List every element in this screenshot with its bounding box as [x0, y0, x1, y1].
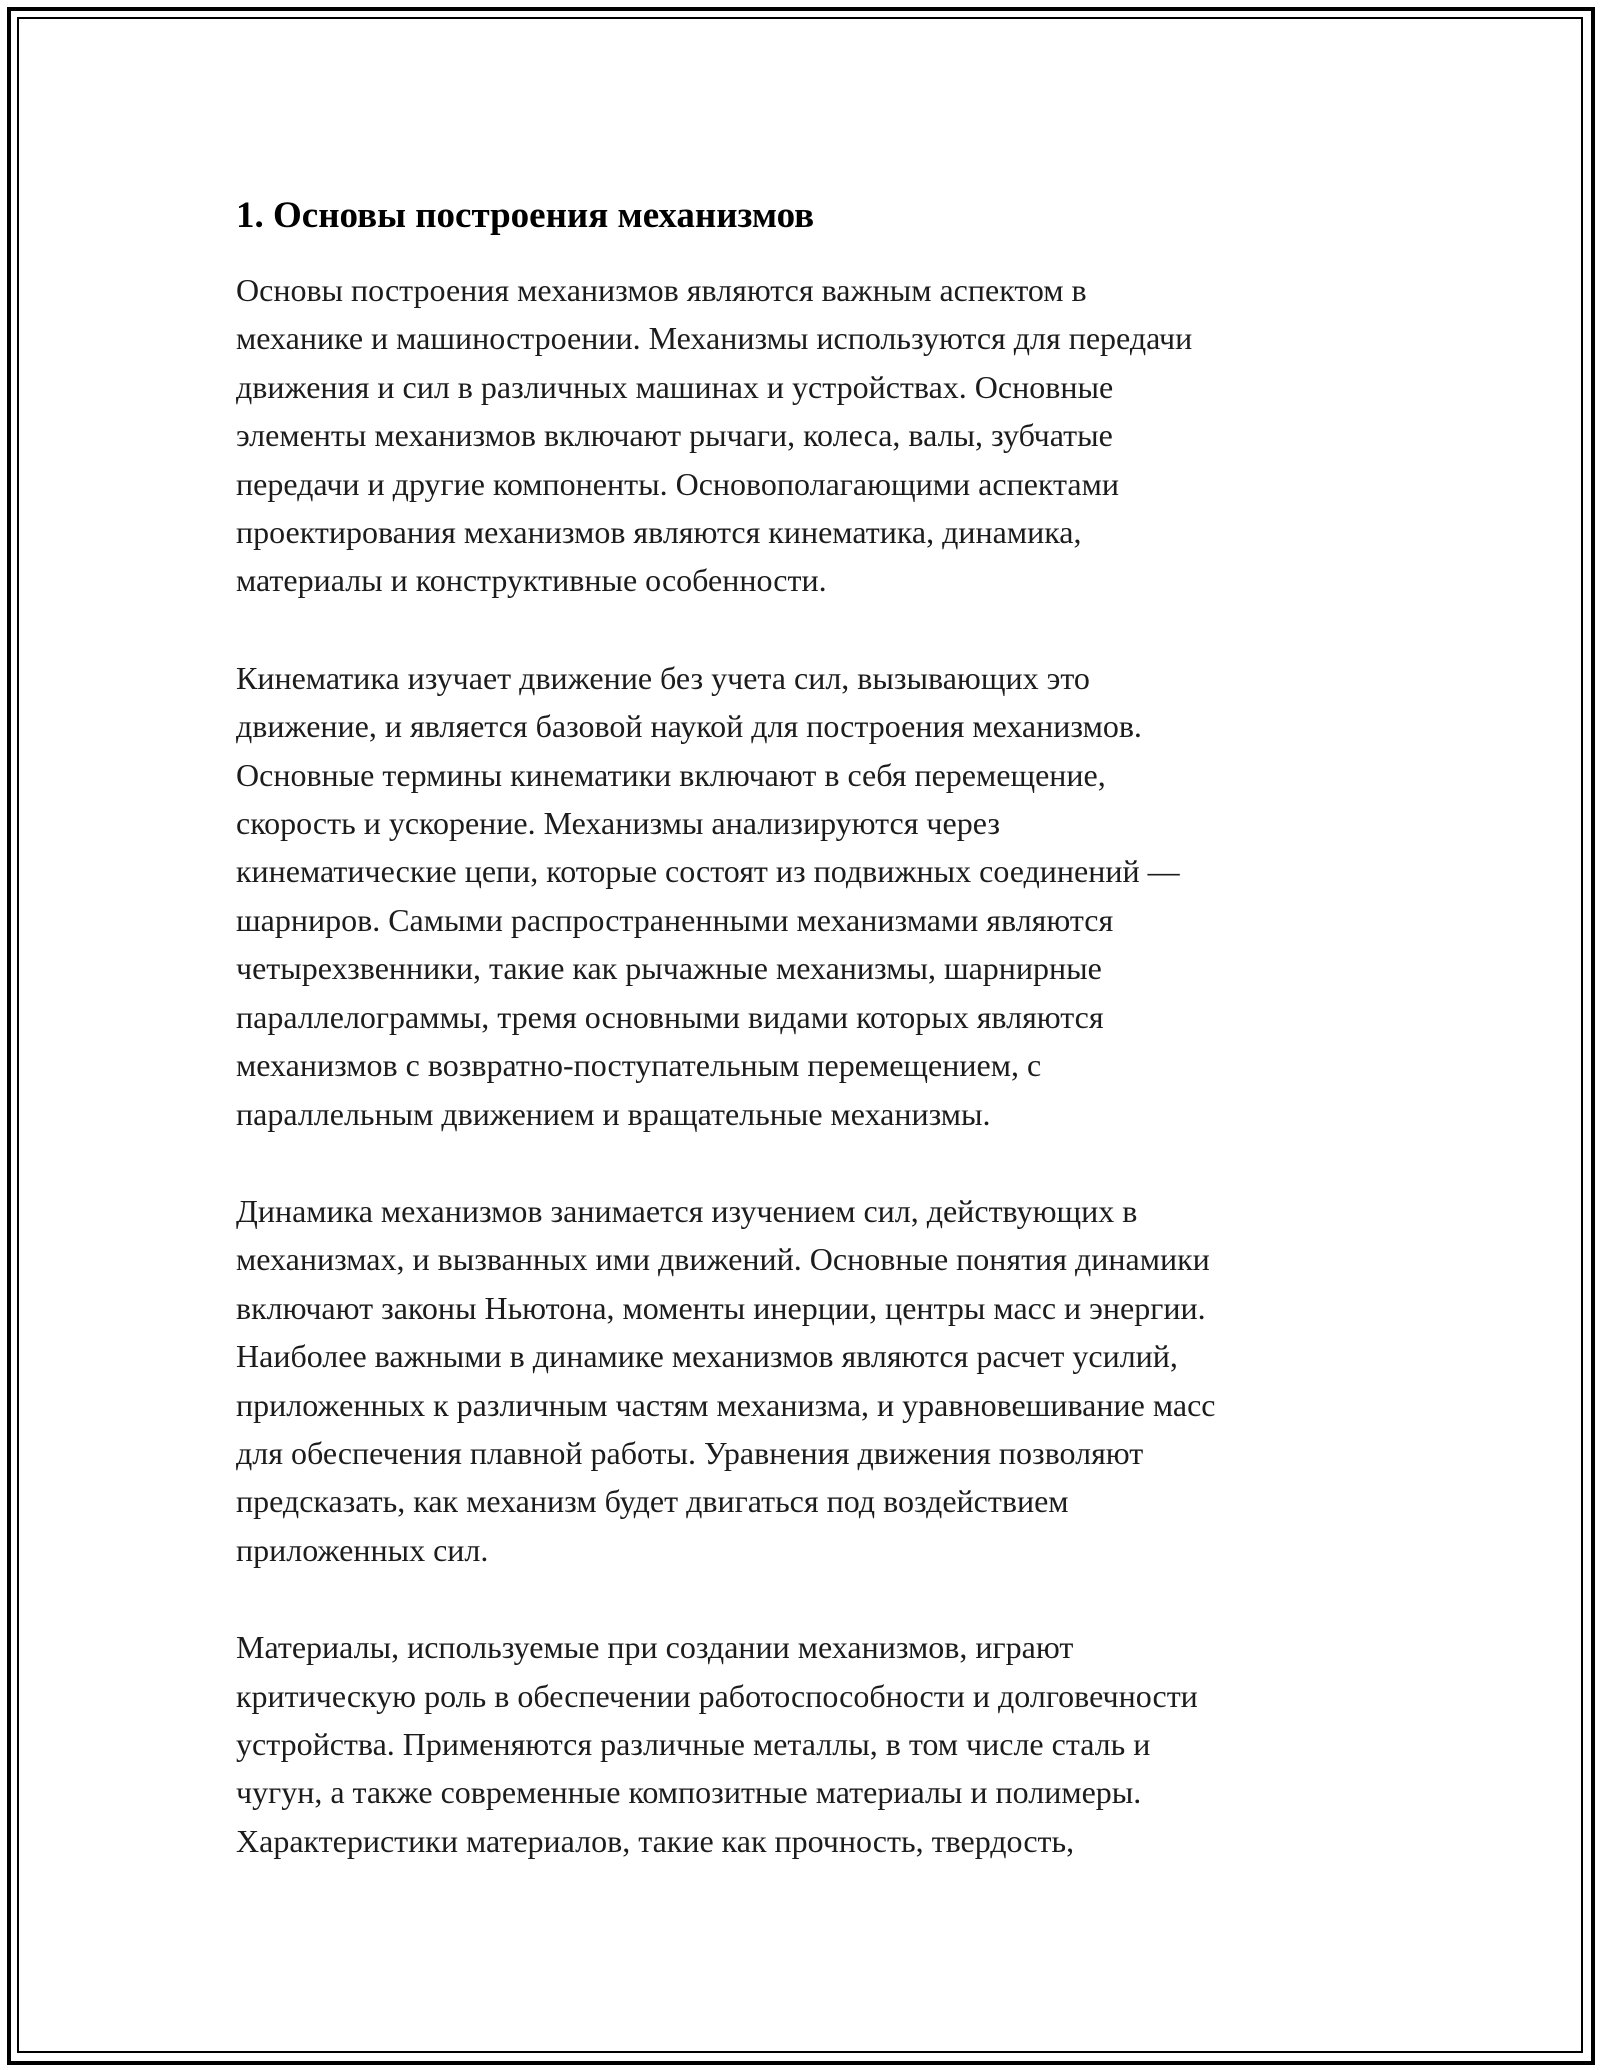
paragraph-line: элементы механизмов включают рычаги, колеса, валы, зубчатые: [236, 417, 1113, 454]
paragraph-intro: [236, 266, 1396, 605]
paragraph-line: проектирования механизмов являются кинематика, динамика,: [236, 514, 1082, 551]
paragraph-line: шарниров. Самыми распространенными механизмами являются: [236, 901, 1114, 938]
paragraph-line: параллельным движением и вращательные механизмы.: [236, 1095, 991, 1132]
paragraph-kinematics: [236, 654, 1396, 1138]
paragraph-line: включают законы Ньютона, моменты инерции, центры масс и энергии.: [236, 1289, 1206, 1326]
paragraph-line: параллелограммы, тремя основными видами которых являются: [236, 998, 1104, 1035]
paragraph-line: Характеристики материалов, такие как прочность, твердость,: [236, 1822, 1075, 1859]
paragraph-line: скорость и ускорение. Механизмы анализируются через: [236, 805, 1000, 842]
paragraph-line: устройства. Применяются различные металлы, в том числе сталь и: [236, 1725, 1151, 1762]
paragraph-line: механизмов с возвратно-поступательным перемещением, с: [236, 1047, 1042, 1084]
paragraph-line: предсказать, как механизм будет двигаться под воздействием: [236, 1483, 1069, 1520]
paragraph-line: передачи и другие компоненты. Основополагающими аспектами: [236, 465, 1119, 502]
paragraph-line: Динамика механизмов занимается изучением сил, действующих в: [236, 1192, 1138, 1229]
paragraph-line: движение, и является базовой наукой для построения механизмов.: [236, 708, 1142, 745]
paragraph-line: движения и сил в различных машинах и устройствах. Основные: [236, 368, 1114, 405]
paragraph-line: механизмах, и вызванных ими движений. Основные понятия динамики: [236, 1241, 1210, 1278]
section-heading: 1. Основы построения механизмов: [236, 195, 815, 236]
paragraph-line: Наиболее важными в динамике механизмов являются расчет усилий,: [236, 1338, 1178, 1375]
paragraph-line: материалы и конструктивные особенности.: [236, 562, 827, 599]
paragraph-line: Кинематика изучает движение без учета сил, вызывающих это: [236, 659, 1090, 696]
paragraph-line: Материалы, используемые при создании механизмов, играют: [236, 1629, 1074, 1666]
paragraph-line: приложенных сил.: [236, 1531, 489, 1568]
paragraph-line: для обеспечения плавной работы. Уравнения движения позволяют: [236, 1434, 1144, 1471]
paragraph-line: четырехзвенники, такие как рычажные механизмы, шарнирные: [236, 950, 1102, 987]
paragraph-dynamics: [236, 1187, 1396, 1574]
paragraph-line: механике и машиностроении. Механизмы используются для передачи: [236, 320, 1193, 357]
paragraph-line: кинематические цепи, которые состоят из подвижных соединений —: [236, 853, 1180, 890]
paragraph-line: Основные термины кинематики включают в себя перемещение,: [236, 756, 1106, 793]
paragraph-line: приложенных к различным частям механизма, и уравновешивание масс: [236, 1386, 1216, 1423]
paragraph-materials: [236, 1623, 1396, 1865]
paragraph-line: критическую роль в обеспечении работоспособности и долговечности: [236, 1677, 1198, 1714]
document-body: [236, 190, 1396, 1914]
paragraph-line: чугун, а также современные композитные материалы и полимеры.: [236, 1774, 1142, 1811]
paragraph-line: Основы построения механизмов являются важным аспектом в: [236, 272, 1087, 308]
